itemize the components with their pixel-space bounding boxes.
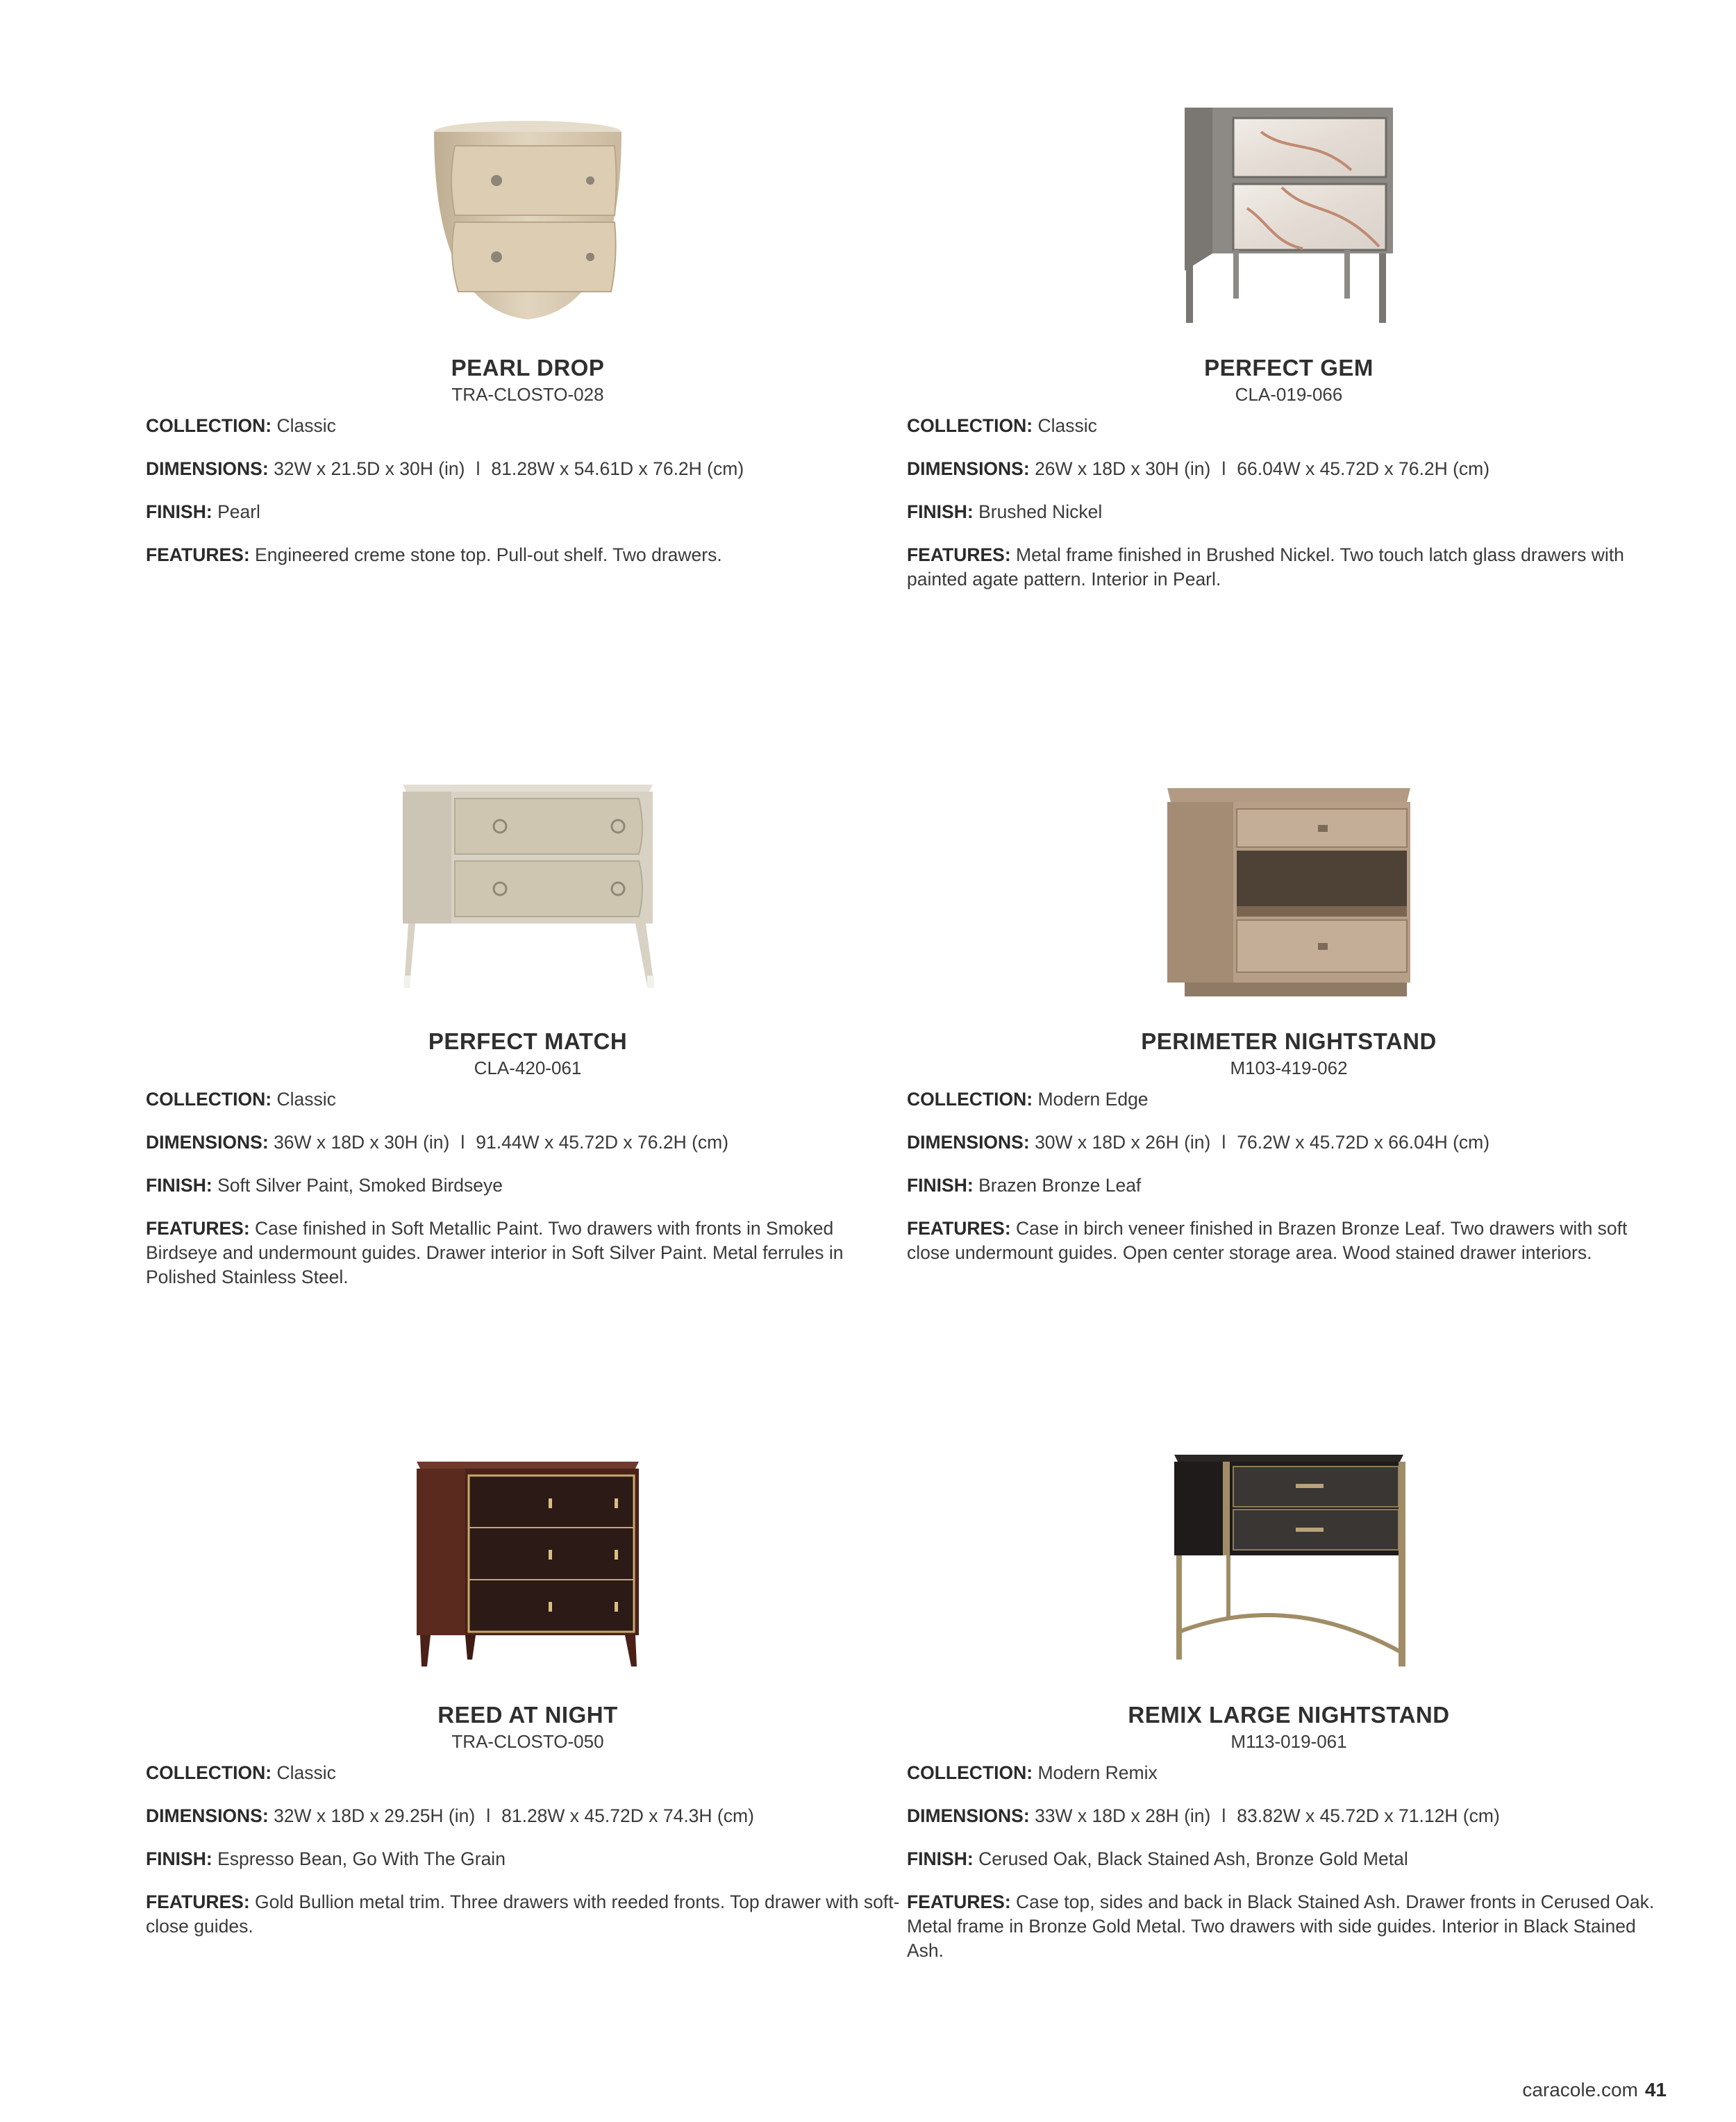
- finish-value: Cerused Oak, Black Stained Ash, Bronze Gold Metal: [978, 1848, 1408, 1869]
- nightstand-perimeter-image: [1164, 785, 1414, 1000]
- collection-line: [146, 1761, 910, 1785]
- finish-line: [146, 1847, 910, 1871]
- features-value: Case finished in Soft Metallic Paint. Two drawers with fronts in Smoked Birdseye and undermount guides. Drawer interior in Soft Silver Paint. Metal ferrules in Polished Stainless Steel.: [146, 1218, 844, 1287]
- dimensions-separator: l: [1221, 1805, 1226, 1826]
- product-name: REMIX LARGE NIGHTSTAND: [1128, 1702, 1450, 1728]
- dimensions-line: [146, 1804, 910, 1828]
- collection-label: COLLECTION:: [907, 1089, 1033, 1110]
- finish-line: [146, 500, 910, 524]
- dimensions-line: [907, 1804, 1671, 1828]
- product-image: [146, 771, 910, 1000]
- product-name: PERIMETER NIGHTSTAND: [1141, 1028, 1437, 1054]
- dimensions-in: 32W x 21.5D x 30H (in): [274, 458, 465, 479]
- product-image: [146, 1444, 910, 1673]
- dimensions-in: 36W x 18D x 30H (in): [274, 1132, 450, 1153]
- product-specs: [907, 1087, 1671, 1265]
- features-value: Gold Bullion metal trim. Three drawers with reeded fronts. Top drawer with soft-close guides.: [146, 1891, 900, 1937]
- product-card: [146, 1444, 910, 1957]
- nightstand-reed-at-night-image: [413, 1458, 642, 1673]
- product-image: [907, 97, 1671, 326]
- dimensions-cm: 66.04W x 45.72D x 76.2H (cm): [1237, 458, 1490, 479]
- collection-line: [146, 414, 910, 438]
- dimensions-in: 32W x 18D x 29.25H (in): [274, 1805, 476, 1826]
- product-card: [907, 1444, 1671, 1982]
- collection-value: Modern Remix: [1037, 1762, 1158, 1783]
- finish-line: [907, 1173, 1671, 1198]
- product-sku: CLA-019-066: [1235, 384, 1343, 405]
- product-card: [907, 771, 1671, 1284]
- site-link[interactable]: caracole.com: [1522, 2079, 1638, 2100]
- dimensions-in: 26W x 18D x 30H (in): [1035, 458, 1211, 479]
- dimensions-cm: 83.82W x 45.72D x 71.12H (cm): [1237, 1805, 1500, 1826]
- product-name: PERFECT MATCH: [428, 1028, 628, 1054]
- dimensions-line: [907, 457, 1671, 481]
- features-label: FEATURES:: [146, 1218, 250, 1239]
- dimensions-line: [907, 1130, 1671, 1155]
- finish-label: FINISH:: [146, 1175, 212, 1196]
- finish-label: FINISH:: [146, 501, 212, 522]
- product-specs: [146, 414, 910, 567]
- collection-label: COLLECTION:: [907, 415, 1033, 436]
- collection-value: Classic: [276, 1089, 336, 1110]
- features-value: Case in birch veneer finished in Brazen Bronze Leaf. Two drawers with soft close undermount guides. Open center storage area. Wood stained drawer interiors.: [907, 1218, 1628, 1263]
- features-label: FEATURES:: [907, 544, 1011, 565]
- product-image: [907, 1444, 1671, 1673]
- product-image: [146, 97, 910, 326]
- dimensions-label: DIMENSIONS:: [907, 1805, 1030, 1826]
- page-number: 41: [1644, 2079, 1667, 2100]
- features-line: [907, 1890, 1671, 1963]
- dimensions-label: DIMENSIONS:: [146, 1805, 269, 1826]
- finish-value: Brazen Bronze Leaf: [978, 1175, 1142, 1196]
- features-value: Metal frame finished in Brushed Nickel. Two touch latch glass drawers with painted agate pattern. Interior in Pearl.: [907, 544, 1624, 590]
- dimensions-cm: 91.44W x 45.72D x 76.2H (cm): [476, 1132, 729, 1153]
- product-name: REED AT NIGHT: [437, 1702, 618, 1728]
- finish-line: [146, 1173, 910, 1198]
- product-specs: [907, 1761, 1671, 1963]
- dimensions-in: 33W x 18D x 28H (in): [1035, 1805, 1211, 1826]
- product-specs: [146, 1761, 910, 1939]
- finish-label: FINISH:: [907, 1848, 974, 1869]
- dimensions-cm: 76.2W x 45.72D x 66.04H (cm): [1237, 1132, 1490, 1153]
- product-sku: M103-419-062: [1230, 1058, 1348, 1078]
- dimensions-separator: l: [1221, 1132, 1226, 1153]
- dimensions-cm: 81.28W x 45.72D x 74.3H (cm): [501, 1805, 754, 1826]
- product-name: PEARL DROP: [451, 355, 605, 381]
- finish-label: FINISH:: [907, 1175, 974, 1196]
- product-sku: CLA-420-061: [474, 1058, 582, 1078]
- product-sku: TRA-CLOSTO-050: [451, 1731, 604, 1752]
- dimensions-label: DIMENSIONS:: [146, 1132, 269, 1153]
- nightstand-pearl-drop-image: [427, 118, 628, 326]
- dimensions-in: 30W x 18D x 26H (in): [1035, 1132, 1211, 1153]
- features-label: FEATURES:: [146, 1891, 250, 1912]
- dimensions-line: [146, 457, 910, 481]
- product-sku: TRA-CLOSTO-028: [451, 384, 604, 405]
- product-sku: M113-019-061: [1230, 1731, 1347, 1752]
- finish-value: Soft Silver Paint, Smoked Birdseye: [217, 1175, 503, 1196]
- product-card: [146, 97, 910, 586]
- product-name: PERFECT GEM: [1204, 355, 1374, 381]
- product-specs: [907, 414, 1671, 592]
- finish-value: Brushed Nickel: [978, 501, 1103, 522]
- dimensions-label: DIMENSIONS:: [907, 1132, 1030, 1153]
- collection-value: Classic: [276, 415, 336, 436]
- features-value: Case top, sides and back in Black Stained Ash. Drawer fronts in Cerused Oak. Metal frame in Bronze Gold Metal. Two drawers with side guides. Interior in Black Stained Ash.: [907, 1891, 1655, 1961]
- dimensions-separator: l: [460, 1132, 465, 1153]
- dimensions-line: [146, 1130, 910, 1155]
- features-label: FEATURES:: [907, 1891, 1011, 1912]
- features-line: [907, 1217, 1671, 1265]
- nightstand-perfect-match-image: [396, 778, 660, 1000]
- collection-label: COLLECTION:: [146, 1089, 272, 1110]
- collection-label: COLLECTION:: [146, 1762, 272, 1783]
- features-line: [146, 1217, 910, 1289]
- product-image: [907, 771, 1671, 1000]
- page-footer: [1522, 2079, 1667, 2101]
- dimensions-separator: l: [486, 1805, 491, 1826]
- features-label: FEATURES:: [907, 1218, 1011, 1239]
- features-value: Engineered creme stone top. Pull-out shelf. Two drawers.: [255, 544, 722, 565]
- features-line: [907, 543, 1671, 592]
- finish-label: FINISH:: [146, 1848, 212, 1869]
- nightstand-remix-large-image: [1171, 1451, 1407, 1673]
- collection-line: [146, 1087, 910, 1112]
- features-label: FEATURES:: [146, 544, 250, 565]
- features-line: [146, 543, 910, 567]
- collection-line: [907, 1761, 1671, 1785]
- collection-value: Classic: [276, 1762, 336, 1783]
- collection-line: [907, 1087, 1671, 1112]
- product-specs: [146, 1087, 910, 1289]
- finish-value: Pearl: [217, 501, 260, 522]
- finish-label: FINISH:: [907, 501, 974, 522]
- features-line: [146, 1890, 910, 1939]
- collection-label: COLLECTION:: [146, 415, 272, 436]
- finish-value: Espresso Bean, Go With The Grain: [217, 1848, 506, 1869]
- finish-line: [907, 1847, 1671, 1871]
- collection-value: Classic: [1037, 415, 1097, 436]
- dimensions-label: DIMENSIONS:: [907, 458, 1030, 479]
- finish-line: [907, 500, 1671, 524]
- collection-value: Modern Edge: [1037, 1089, 1149, 1110]
- dimensions-label: DIMENSIONS:: [146, 458, 269, 479]
- product-card: [146, 771, 910, 1308]
- collection-label: COLLECTION:: [907, 1762, 1033, 1783]
- collection-line: [907, 414, 1671, 438]
- product-card: [907, 97, 1671, 610]
- dimensions-separator: l: [1221, 458, 1226, 479]
- nightstand-perfect-gem-image: [1178, 104, 1400, 326]
- dimensions-cm: 81.28W x 54.61D x 76.2H (cm): [491, 458, 744, 479]
- dimensions-separator: l: [476, 458, 481, 479]
